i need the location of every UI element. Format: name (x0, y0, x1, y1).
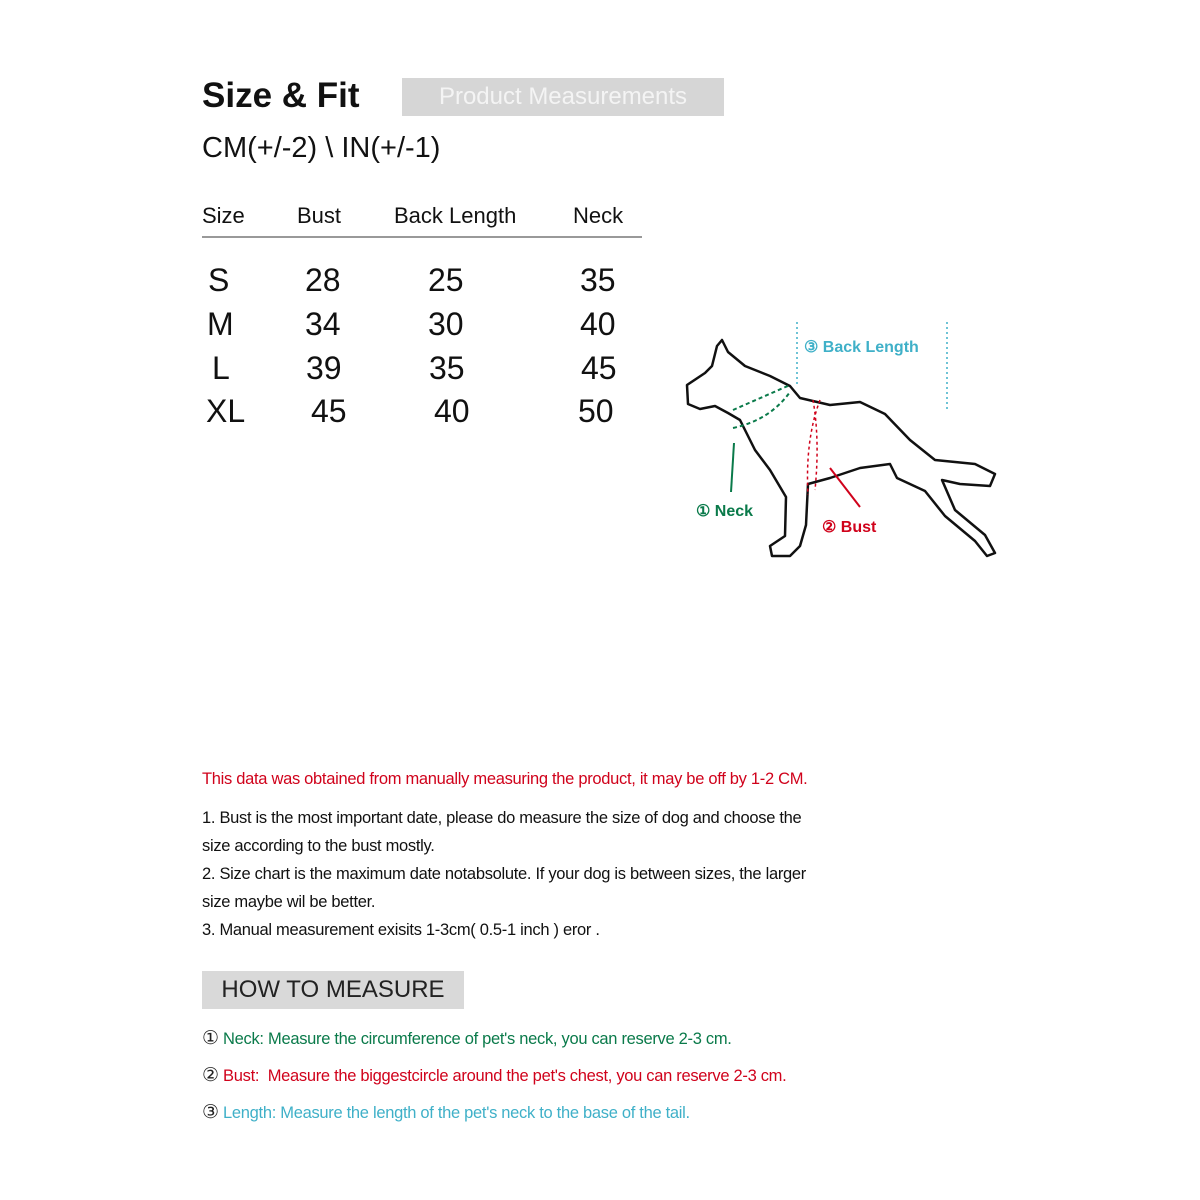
number-1-icon: ① (202, 1028, 219, 1049)
table-cell: 28 (305, 262, 341, 298)
note-line: size maybe wil be better. (202, 893, 376, 911)
number-3-icon: ③ (202, 1102, 219, 1123)
column-header-size: Size (202, 203, 245, 228)
column-header-back-length: Back Length (394, 203, 517, 228)
table-cell: L (212, 350, 230, 386)
back-length-label: ③ Back Length (804, 339, 919, 356)
table-cell: 40 (580, 306, 616, 342)
table-cell: 39 (306, 350, 342, 386)
table-cell: 30 (428, 306, 464, 342)
item-text: Measure the circumference of pet's neck, you can reserve 2-3 cm. (263, 1030, 732, 1048)
item-label: Length: (223, 1104, 276, 1122)
note-line: 3. Manual measurement exisits 1-3cm( 0.5-1 inch ) eror . (202, 921, 600, 939)
how-to-item-length (202, 1101, 690, 1124)
column-header-neck: Neck (573, 203, 624, 228)
page-title: Size & Fit (202, 76, 360, 115)
note-line: 2. Size chart is the maximum date notabsolute. If your dog is between sizes, the larger (202, 865, 806, 883)
how-to-measure-heading: HOW TO MEASURE (202, 971, 464, 1009)
table-cell: 45 (581, 350, 617, 386)
table-cell: S (208, 262, 230, 298)
number-2-icon: ② (202, 1065, 219, 1086)
table-cell: 35 (580, 262, 616, 298)
column-header-bust: Bust (297, 203, 342, 228)
table-cell: 34 (305, 306, 341, 342)
table-cell: 40 (434, 393, 470, 429)
neck-label: ① Neck (696, 503, 754, 520)
bust-label: ② Bust (822, 519, 877, 536)
table-cell: 50 (578, 393, 614, 429)
units-label: CM(+/-2) \ IN(+/-1) (202, 132, 441, 164)
table-cell: 25 (428, 262, 464, 298)
how-to-item-bust (202, 1064, 786, 1087)
how-to-item-neck (202, 1027, 732, 1050)
table-cell: XL (206, 393, 246, 429)
item-label: Bust: (223, 1067, 260, 1085)
item-label: Neck: (223, 1030, 264, 1048)
item-text: Measure the biggestcircle around the pet's chest, you can reserve 2-3 cm. (259, 1067, 787, 1085)
product-measurements-badge: Product Measurements (402, 78, 724, 116)
accuracy-warning: This data was obtained from manually measuring the product, it may be off by 1-2 CM. (202, 770, 808, 788)
note-line: 1. Bust is the most important date, please do measure the size of dog and choose the (202, 809, 802, 827)
table-cell: 45 (311, 393, 347, 429)
table-cell: M (207, 306, 234, 342)
item-text: Measure the length of the pet's neck to the base of the tail. (275, 1104, 690, 1122)
table-cell: 35 (429, 350, 465, 386)
note-line: size according to the bust mostly. (202, 837, 435, 855)
neck-pointer (731, 443, 734, 492)
